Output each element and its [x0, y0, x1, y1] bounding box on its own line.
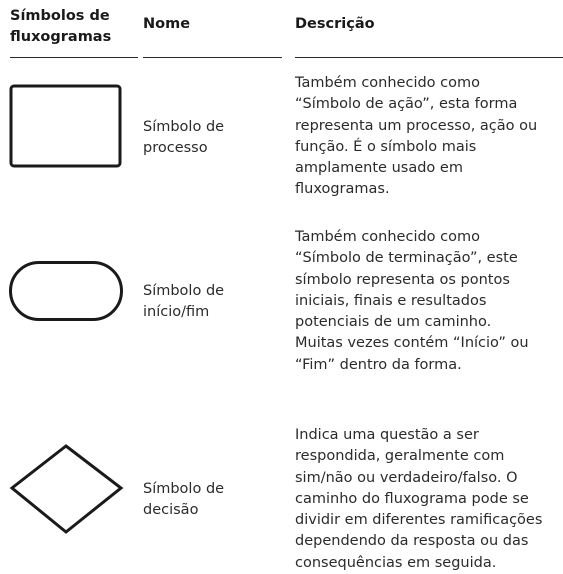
diamond-decision-symbol	[8, 442, 128, 538]
header-description: Descrição	[295, 16, 375, 32]
row-description-terminator: Também conhecido como “Símbolo de terminação”, este símbolo representa os pontos iniciais, finais e resultados potenciais de um caminho. Muitas vezes contém “Início” ou “Fim” dentro da forma.	[295, 229, 529, 373]
rectangle-process-symbol	[9, 84, 125, 170]
row-name-decision: Símbolo de decisão	[143, 481, 225, 518]
row-description-process: Também conhecido como “Símbolo de ação”, esta forma representa um processo, ação ou função. É o símbolo mais amplamente usado em fluxogramas.	[295, 75, 538, 198]
header-name: Nome	[143, 16, 191, 32]
header-rule-description	[295, 57, 563, 58]
header-rule-name	[143, 57, 282, 58]
row-description-decision: Indica uma questão a ser respondida, geralmente com sim/não ou verdadeiro/falso. O caminho do fluxograma pode se dividir em diferentes ramificações dependendo da resposta ou das consequências em seguida.	[295, 427, 543, 571]
rounded-terminator-symbol	[8, 260, 126, 324]
header-symbols: Símbolos de fluxogramas	[10, 8, 112, 45]
header-rule-symbols	[10, 57, 138, 58]
row-name-terminator: Símbolo de início/fim	[143, 283, 225, 320]
row-name-process: Símbolo de processo	[143, 119, 225, 156]
